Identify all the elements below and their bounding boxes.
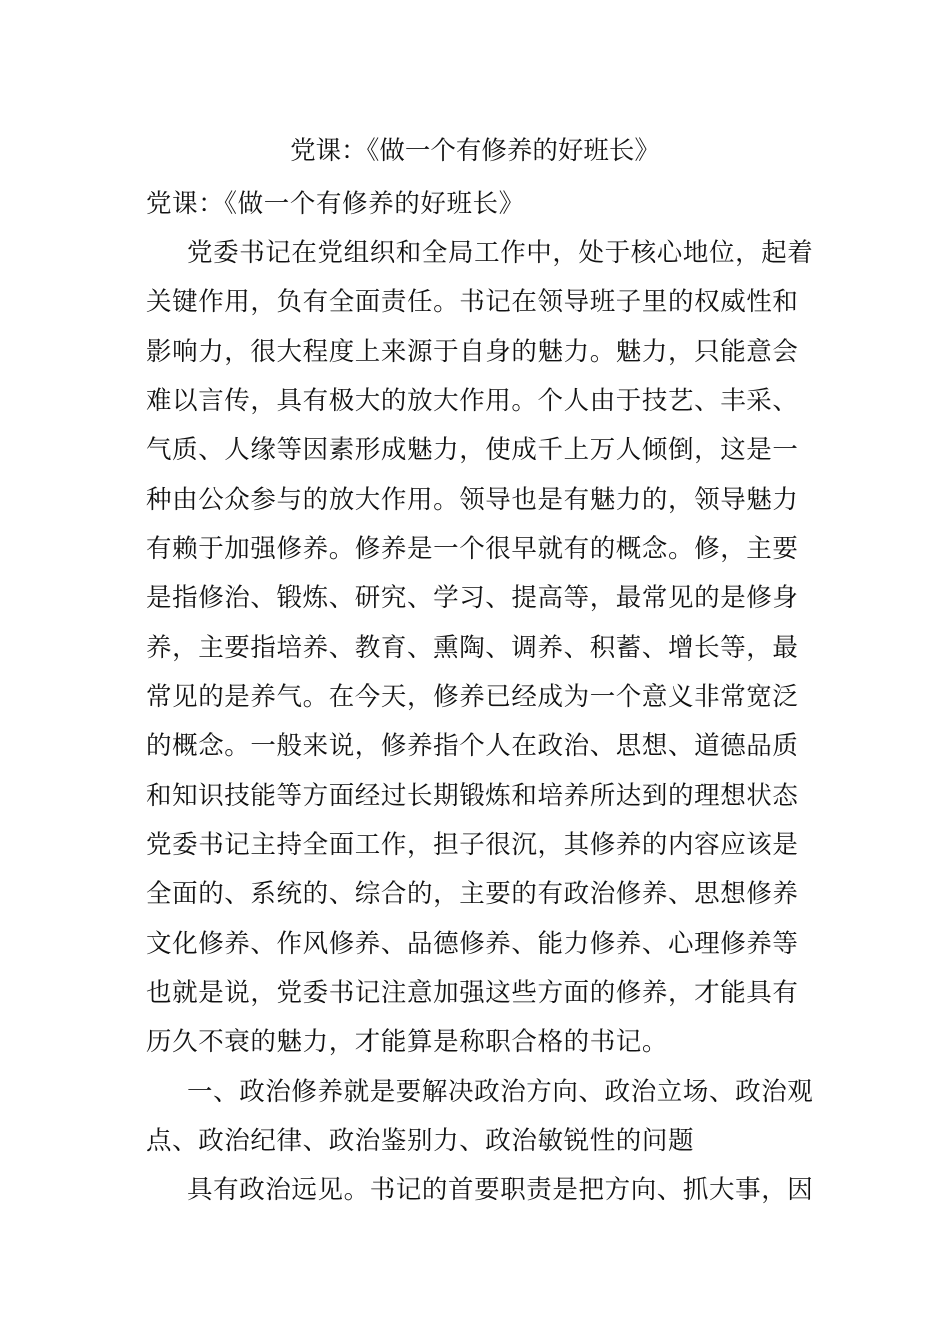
paragraph-line: 是指修治、锻炼、研究、学习、提高等，最常见的是修身 bbox=[146, 583, 799, 613]
paragraph-line: 具有政治远见。书记的首要职责是把方向、抓大事，因 bbox=[187, 1175, 814, 1205]
subtitle-line: 党课：《做一个有修养的好班长》 bbox=[146, 189, 525, 219]
paragraph-line: 文化修养、作风修养、品德修养、能力修养、心理修养等 bbox=[146, 929, 799, 959]
section-heading-line: 点、政治纪律、政治鉴别力、政治敏锐性的问题 bbox=[146, 1126, 695, 1156]
paragraph-line: 历久不衰的魅力，才能算是称职合格的书记。 bbox=[146, 1027, 669, 1057]
paragraph-line: 养，主要指培养、教育、熏陶、调养、积蓄、增长等，最 bbox=[146, 633, 799, 663]
paragraph-line: 气质、人缘等因素形成魅力，使成千上万人倾倒，这是一 bbox=[146, 435, 799, 465]
paragraph-line: 党委书记主持全面工作，担子很沉，其修养的内容应该是 bbox=[146, 830, 799, 860]
paragraph-line: 和知识技能等方面经过长期锻炼和培养所达到的理想状态 bbox=[146, 781, 799, 811]
paragraph-line: 党委书记在党组织和全局工作中，处于核心地位，起着 bbox=[187, 238, 814, 268]
section-heading-line: 一、政治修养就是要解决政治方向、政治立场、政治观 bbox=[187, 1077, 814, 1107]
paragraph-line: 有赖于加强修养。修养是一个很早就有的概念。修，主要 bbox=[146, 534, 799, 564]
paragraph-line: 全面的、系统的、综合的，主要的有政治修养、思想修养 bbox=[146, 879, 799, 909]
document-title: 党课：《做一个有修养的好班长》 bbox=[290, 136, 660, 166]
paragraph-line: 也就是说，党委书记注意加强这些方面的修养，才能具有 bbox=[146, 978, 799, 1008]
paragraph-line: 影响力，很大程度上来源于自身的魅力。魅力，只能意会 bbox=[146, 337, 799, 367]
paragraph-line: 关键作用，负有全面责任。书记在领导班子里的权威性和 bbox=[146, 287, 799, 317]
paragraph-line: 难以言传，具有极大的放大作用。个人由于技艺、丰采、 bbox=[146, 386, 799, 416]
paragraph-line: 种由公众参与的放大作用。领导也是有魅力的，领导魅力 bbox=[146, 485, 799, 515]
paragraph-line: 的概念。一般来说，修养指个人在政治、思想、道德品质 bbox=[146, 731, 799, 761]
paragraph-line: 常见的是养气。在今天，修养已经成为一个意义非常宽泛 bbox=[146, 682, 799, 712]
